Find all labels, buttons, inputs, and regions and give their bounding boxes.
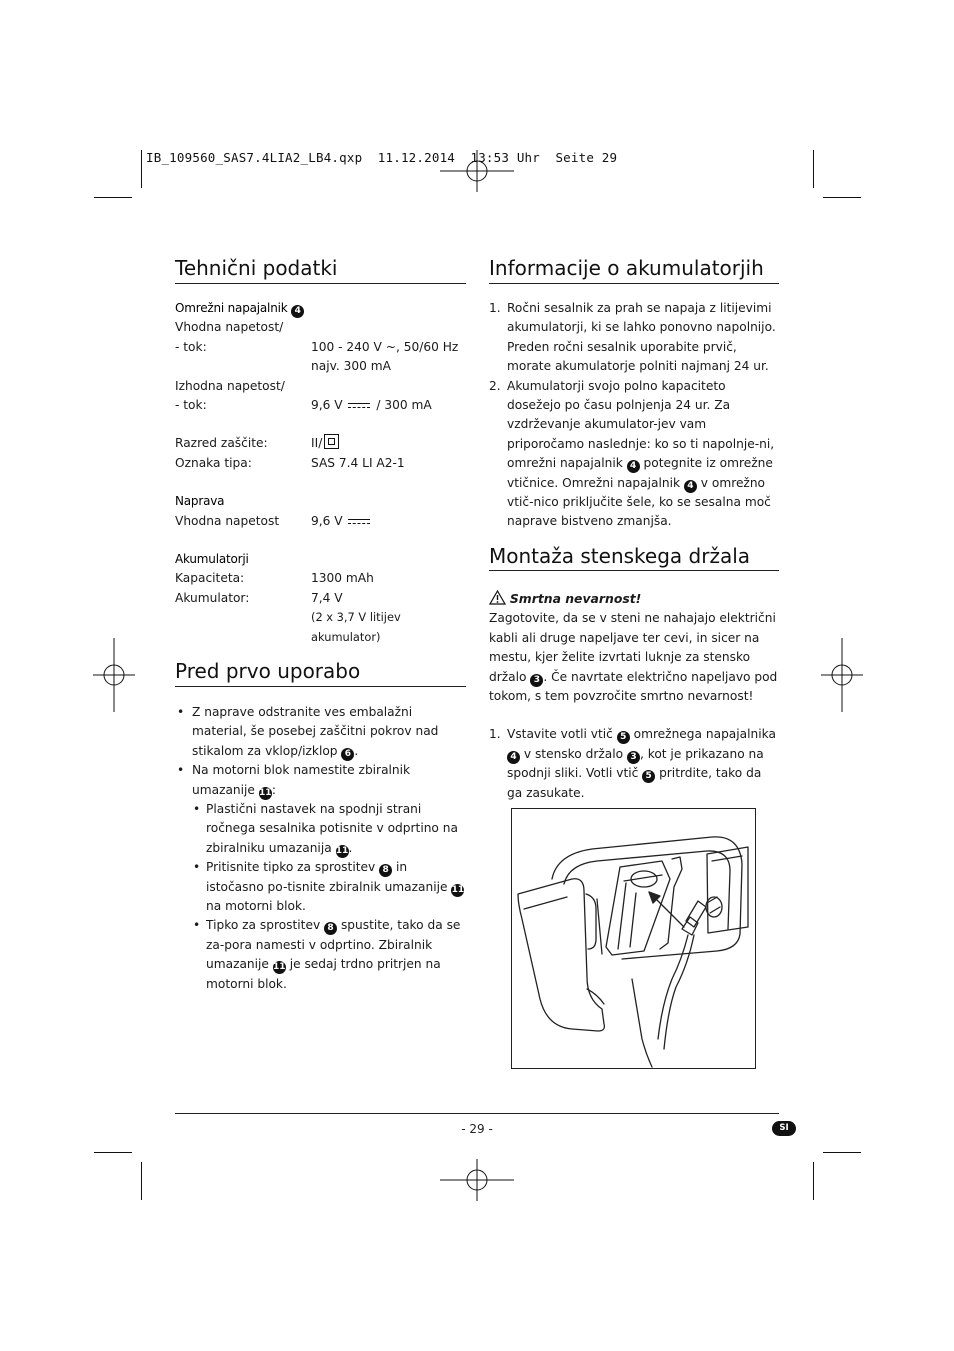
tech-data-heading: Tehnični podatki	[175, 256, 338, 280]
heading-rule	[489, 283, 779, 284]
page-number: - 29 -	[461, 1122, 493, 1136]
spec-row-input-current: - tok: 100 - 240 V ~, 50/60 Hz	[175, 339, 459, 354]
warning-triangle-icon	[489, 590, 506, 605]
wall-mount-illustration	[511, 808, 756, 1069]
adapter-subheading: Omrežni napajalnik 4	[175, 299, 467, 318]
dc-symbol-icon	[348, 401, 370, 410]
dc-symbol-icon	[348, 517, 370, 526]
battery-subheading: Akumulatorji	[175, 552, 249, 567]
battery-info-heading: Informacije o akumulatorjih	[489, 256, 764, 280]
list-item: • Z naprave odstranite ves embalažni material, še posebej zaščitni pokrov nad stikalom za vklop/izklop 6 .	[175, 703, 466, 761]
heading-rule	[175, 283, 466, 284]
spec-row-device-voltage: Vhodna napetost 9,6 V	[175, 512, 467, 531]
list-item: • Plastični nastavek na spodnji strani ročnega sesalnika potisnite v odprtino na zbiralniku umazanija 11.	[192, 800, 466, 858]
mounting-heading: Montaža stenskega držala	[489, 544, 751, 568]
warning-title: Smrtna nevarnost!	[489, 589, 780, 609]
spec-row-capacity: Kapaciteta: 1300 mAh	[175, 571, 374, 586]
spec-row-output: Izhodna napetost/	[175, 378, 285, 393]
spec-row-input-max: najv. 300 mA	[311, 359, 391, 374]
spec-row-battery-note: (2 x 3,7 V litijev akumulator)	[311, 610, 401, 644]
battery-info-section	[489, 299, 780, 532]
list-item: • Pritisnite tipko za sprostitev 8 in istočasno po-tisnite zbiralnik umazanije 11 na motorni blok.	[192, 858, 466, 916]
spec-row-type: Oznaka tipa: SAS 7.4 LI A2-1	[175, 455, 405, 470]
spec-row-protection-class: Razred zaščite: II/	[175, 434, 467, 453]
first-use-heading: Pred prvo uporabo	[175, 659, 361, 683]
language-badge: SI	[772, 1121, 796, 1136]
mounting-section	[489, 589, 780, 803]
spec-row-output-current: - tok: 9,6 V / 300 mA	[175, 398, 432, 413]
list-item: 2. Akumulatorji svojo polno kapaciteto dosežejo po času polnjenja 24 ur. Za vzdrževanje akumulator-jev vam priporočamo naslednje: ko so ti napolnje-ni, omrežni napajalnik 4 potegnite iz omrežne vtičnice. Omrežni napajalnik 4 v omrežno vtič-nico priključite šele, ko se sesalna moč naprave bistveno zmanjša.	[489, 378, 775, 529]
first-use-section	[175, 703, 466, 994]
footer-rule	[175, 1113, 779, 1114]
warning-text: Zagotovite, da se v steni ne nahajajo električni kabli ali druge napeljave ter cevi, in sicer na mestu, kjer želite izvrtati luknje za stensko držalo 3 . Če navrtate električno napeljavo pod tokom, s tem povzročite smrtno nevarnost!	[489, 611, 778, 704]
heading-rule	[489, 570, 779, 571]
spec-row-battery: Akumulator: 7,4 V	[175, 590, 343, 605]
list-item: 1. Vstavite votli vtič 5 omrežnega napajalnika 4 v stensko držalo 3 , kot je prikazano na spodnji sliki. Votli vtič 5 pritrdite, tako da ga zasukate.	[489, 727, 776, 800]
print-slug: IB_109560_SAS7.4LIA2_LB4.qxp 11.12.2014 13:53 Uhr Seite 29	[146, 150, 618, 165]
tech-data-section	[175, 299, 467, 647]
list-item: 1. Ročni sesalnik za prah se napaja z litijevimi akumulatorji, ki se lahko ponovno napolnijo. Preden ročni sesalnik uporabite prvič, morate akumulatorje polniti najmanj 24 ur.	[489, 301, 776, 374]
list-item: • Na motorni blok namestite zbiralnik umazanije 11: • Plastični nastavek na spodnji strani ročnega sesalnika potisnite v odprtino na zbiralniku umazanija 11. • Pritisnite tipko za sprostitev 8 in istočasno po-tisnite zbiralnik umazanije 11 na motorni blok. • Tipko za sprostitev 8 spustite, tako da se za-pora namesti v odprtino. Zbiralnik umazanije 11 je sedaj trdno pritrjen na motorni blok.	[175, 761, 466, 994]
heading-rule	[175, 686, 466, 687]
device-subheading: Naprava	[175, 494, 225, 509]
double-insulation-icon	[324, 434, 339, 449]
wall-holder-drawing	[512, 809, 755, 1068]
list-item: • Tipko za sprostitev 8 spustite, tako da se za-pora namesti v odprtino. Zbiralnik umazanije 11 je sedaj trdno pritrjen na motorni blok.	[192, 916, 466, 994]
spec-row-input: Vhodna napetost/	[175, 320, 284, 335]
